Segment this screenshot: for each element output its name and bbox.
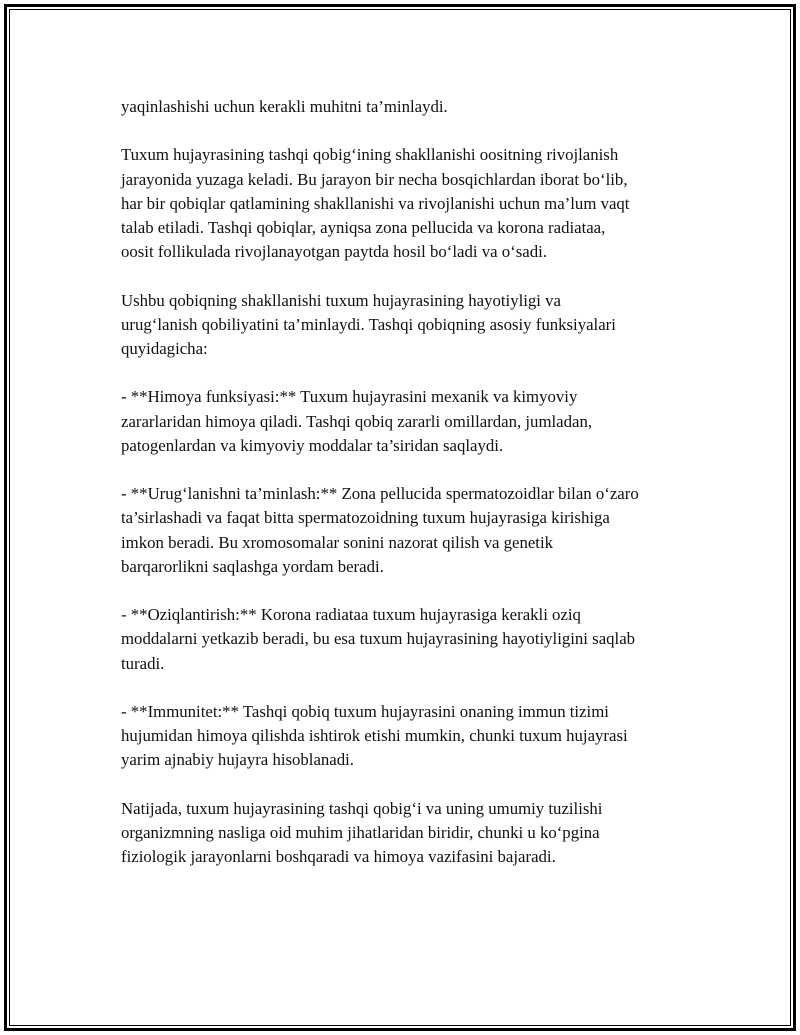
text-line: Ushbu qobiqning shakllanishi tuxum hujayrasining hayotiyligi va xyxy=(121,290,562,310)
paragraph-conclusion xyxy=(121,797,711,870)
text-line: jarayonida yuzaga keladi. Bu jarayon bir necha bosqichlardan iborat bo‘lib, xyxy=(121,169,628,189)
text-line: Tuxum hujayrasining tashqi qobig‘ining shakllanishi oositning rivojlanish xyxy=(121,145,619,165)
text-line: har bir qobiqlar qatlamining shakllanishi va rivojlanishi uchun ma’lum vaqt xyxy=(121,193,630,213)
text-line: - **Urug‘lanishni ta’minlash:** Zona pellucida spermatozoidlar bilan o‘zaro xyxy=(121,484,639,504)
paragraph-shell-formation xyxy=(121,143,711,264)
list-item-protection xyxy=(121,385,711,458)
text-line: moddalarni yetkazib beradi, bu esa tuxum hujayrasining hayotiyligini saqlab xyxy=(121,629,636,649)
text-line: imkon beradi. Bu xromosomalar sonini nazorat qilish va genetik xyxy=(121,532,554,552)
text-line: hujumidan himoya qilishda ishtirok etishi mumkin, chunki tuxum hujayrasi xyxy=(121,726,628,746)
text-line: urug‘lanish qobiliyatini ta’minlaydi. Tashqi qobiqning asosiy funksiyalari xyxy=(121,314,616,334)
text-line: fiziologik jarayonlarni boshqaradi va himoya vazifasini bajaradi. xyxy=(121,847,556,867)
text-line: barqarorlikni saqlashga yordam beradi. xyxy=(121,556,384,576)
text-line: quyidagicha: xyxy=(121,339,208,358)
paragraph-functions-intro xyxy=(121,289,711,362)
paragraph-intro-tail xyxy=(121,95,711,119)
document-body xyxy=(121,95,711,894)
text-line: - **Immunitet:** Tashqi qobiq tuxum hujayrasini onaning immun tizimi xyxy=(121,701,609,721)
list-item-fertilization xyxy=(121,482,711,579)
list-item-nutrition xyxy=(121,603,711,676)
text-line: oosit follikulada rivojlanayotgan paytda hosil bo‘ladi va o‘sadi. xyxy=(121,242,547,262)
text-line: turadi. xyxy=(121,653,165,673)
text-line: zararlaridan himoya qiladi. Tashqi qobiq zararli omillardan, jumladan, xyxy=(121,411,593,431)
text-line: talab etiladi. Tashqi qobiqlar, ayniqsa zona pellucida va korona radiataa, xyxy=(121,218,606,237)
text-line: Natijada, tuxum hujayrasining tashqi qobig‘i va uning umumiy tuzilishi xyxy=(121,798,603,818)
text-line: yarim ajnabiy hujayra hisoblanadi. xyxy=(121,750,355,770)
text-line: - **Oziqlantirish:** Korona radiataa tuxum hujayrasiga kerakli oziq xyxy=(121,605,581,625)
text-line: ta’sirlashadi va faqat bitta spermatozoidning tuxum hujayrasiga kirishiga xyxy=(121,508,610,528)
text-line: yaqinlashishi uchun kerakli muhitni ta’minlaydi. xyxy=(121,97,448,116)
text-line: - **Himoya funksiyasi:** Tuxum hujayrasini mexanik va kimyoviy xyxy=(121,387,578,407)
list-item-immunity xyxy=(121,700,711,773)
text-line: organizmning nasliga oid muhim jihatlaridan biridir, chunki u ko‘pgina xyxy=(121,822,600,842)
text-line: patogenlardan va kimyoviy moddalar ta’siridan saqlaydi. xyxy=(121,435,504,455)
page-border xyxy=(4,4,796,1031)
